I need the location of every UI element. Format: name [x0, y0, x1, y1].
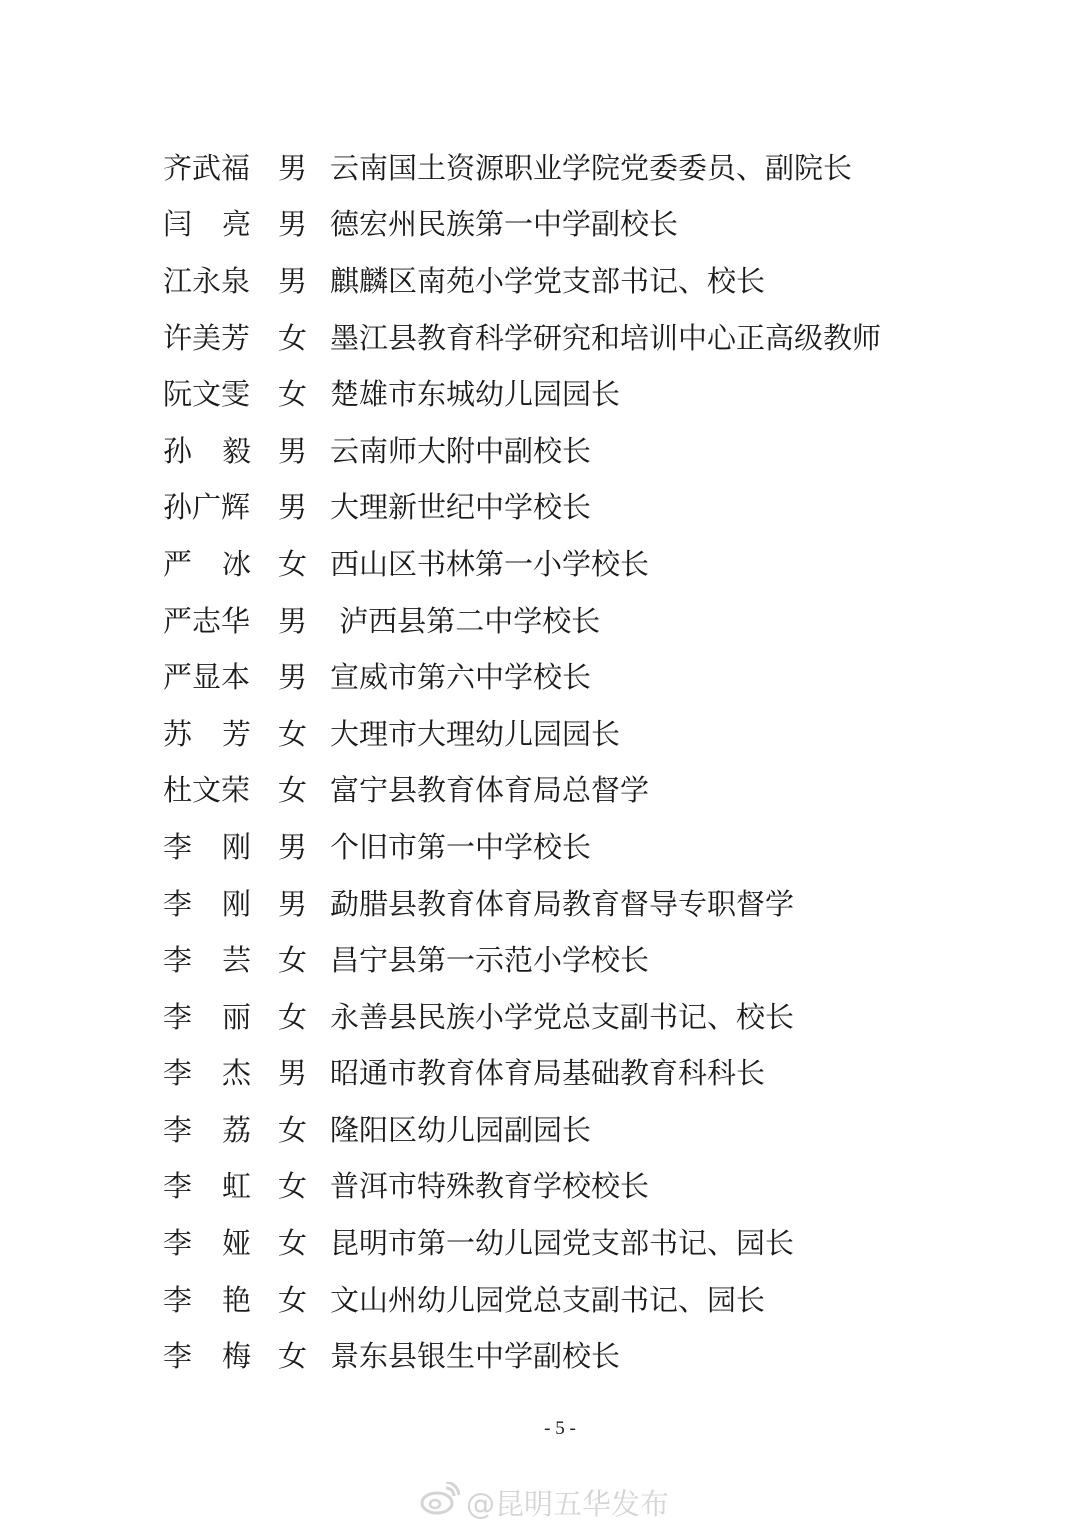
list-item [163, 1100, 881, 1157]
person-name: 苏 芳 [163, 716, 251, 751]
person-name: 严志华 [163, 603, 251, 638]
list-item [163, 1157, 881, 1214]
person-position: 景东县银生中学副校长 [330, 1339, 621, 1374]
person-name: 江永泉 [163, 263, 251, 298]
person-name: 孙 毅 [163, 433, 251, 468]
list-item [163, 1044, 881, 1101]
list-item [163, 591, 881, 648]
person-gender: 男 [278, 263, 308, 298]
list-item [163, 195, 881, 252]
person-position: 富宁县教育体育局总督学 [330, 773, 650, 808]
person-name: 李 梅 [163, 1339, 251, 1374]
list-item [163, 1270, 881, 1327]
person-position: 大理市大理幼儿园园长 [330, 716, 621, 751]
person-name: 许美芳 [163, 320, 251, 355]
list-item [163, 1213, 881, 1270]
person-position: 勐腊县教育体育局教育督导专职督学 [330, 886, 795, 921]
person-name: 李 杰 [163, 1056, 251, 1091]
watermark [420, 1482, 669, 1523]
list-item [163, 874, 881, 931]
weibo-icon [420, 1482, 460, 1523]
person-name: 齐武福 [163, 150, 251, 185]
person-name: 李 荔 [163, 1112, 251, 1147]
person-name: 李 艳 [163, 1282, 251, 1317]
person-name: 李 丽 [163, 999, 251, 1034]
person-name: 李 刚 [163, 829, 251, 864]
list-item [163, 534, 881, 591]
person-name: 李 娅 [163, 1226, 251, 1261]
person-gender: 男 [278, 1056, 308, 1091]
person-name: 杜文荣 [163, 773, 251, 808]
person-name: 孙广辉 [163, 490, 251, 525]
list-item [163, 704, 881, 761]
person-position: 昆明市第一幼儿园党支部书记、园长 [330, 1226, 795, 1261]
person-position: 文山州幼儿园党总支副书记、园长 [330, 1282, 766, 1317]
person-position: 楚雄市东城幼儿园园长 [330, 377, 621, 412]
list-item [163, 138, 881, 195]
person-position: 永善县民族小学党总支副书记、校长 [330, 999, 795, 1034]
person-gender: 男 [278, 829, 308, 864]
person-gender: 女 [278, 1226, 308, 1261]
list-item [163, 308, 881, 365]
person-gender: 男 [278, 886, 308, 921]
person-name: 李 芸 [163, 943, 251, 978]
list-item [163, 930, 881, 987]
person-gender: 男 [278, 433, 308, 468]
person-position: 德宏州民族第一中学副校长 [330, 207, 679, 242]
person-position: 西山区书林第一小学校长 [330, 546, 650, 581]
person-position: 大理新世纪中学校长 [330, 490, 592, 525]
person-gender: 女 [278, 1282, 308, 1317]
list-item [163, 817, 881, 874]
person-gender: 女 [278, 377, 308, 412]
person-gender: 女 [278, 1112, 308, 1147]
person-gender: 女 [278, 999, 308, 1034]
person-position: 昌宁县第一示范小学校长 [330, 943, 650, 978]
person-position: 普洱市特殊教育学校校长 [330, 1169, 650, 1204]
person-gender: 女 [278, 546, 308, 581]
page-number: - 5 - [544, 1418, 576, 1439]
list-item [163, 251, 881, 308]
person-gender: 女 [278, 1169, 308, 1204]
person-position: 麒麟区南苑小学党支部书记、校长 [330, 263, 766, 298]
person-name: 闫 亮 [163, 207, 251, 242]
person-position: 宣威市第六中学校长 [330, 660, 592, 695]
person-position: 隆阳区幼儿园副园长 [330, 1112, 592, 1147]
person-position: 个旧市第一中学校长 [330, 829, 592, 864]
person-name: 阮文雯 [163, 377, 251, 412]
person-gender: 男 [278, 603, 308, 638]
person-name: 李 刚 [163, 886, 251, 921]
list-item [163, 478, 881, 535]
person-position: 昭通市教育体育局基础教育科科长 [330, 1056, 766, 1091]
person-position: 云南师大附中副校长 [330, 433, 592, 468]
person-position: 云南国土资源职业学院党委委员、副院长 [330, 150, 853, 185]
person-gender: 男 [278, 490, 308, 525]
list-item [163, 364, 881, 421]
list-item [163, 761, 881, 818]
person-gender: 男 [278, 207, 308, 242]
person-name: 严显本 [163, 660, 251, 695]
person-name: 严 冰 [163, 546, 251, 581]
list-item [163, 1326, 881, 1383]
person-position: 泸西县第二中学校长 [330, 603, 601, 638]
person-gender: 男 [278, 150, 308, 185]
personnel-list [163, 138, 881, 1383]
person-gender: 女 [278, 1339, 308, 1374]
watermark-text: @昆明五华发布 [466, 1487, 670, 1521]
list-item [163, 647, 881, 704]
list-item [163, 421, 881, 478]
list-item [163, 987, 881, 1044]
person-gender: 女 [278, 773, 308, 808]
person-name: 李 虹 [163, 1169, 251, 1204]
person-gender: 女 [278, 943, 308, 978]
person-position: 墨江县教育科学研究和培训中心正高级教师 [330, 320, 882, 355]
person-gender: 男 [278, 660, 308, 695]
person-gender: 女 [278, 320, 308, 355]
person-gender: 女 [278, 716, 308, 751]
